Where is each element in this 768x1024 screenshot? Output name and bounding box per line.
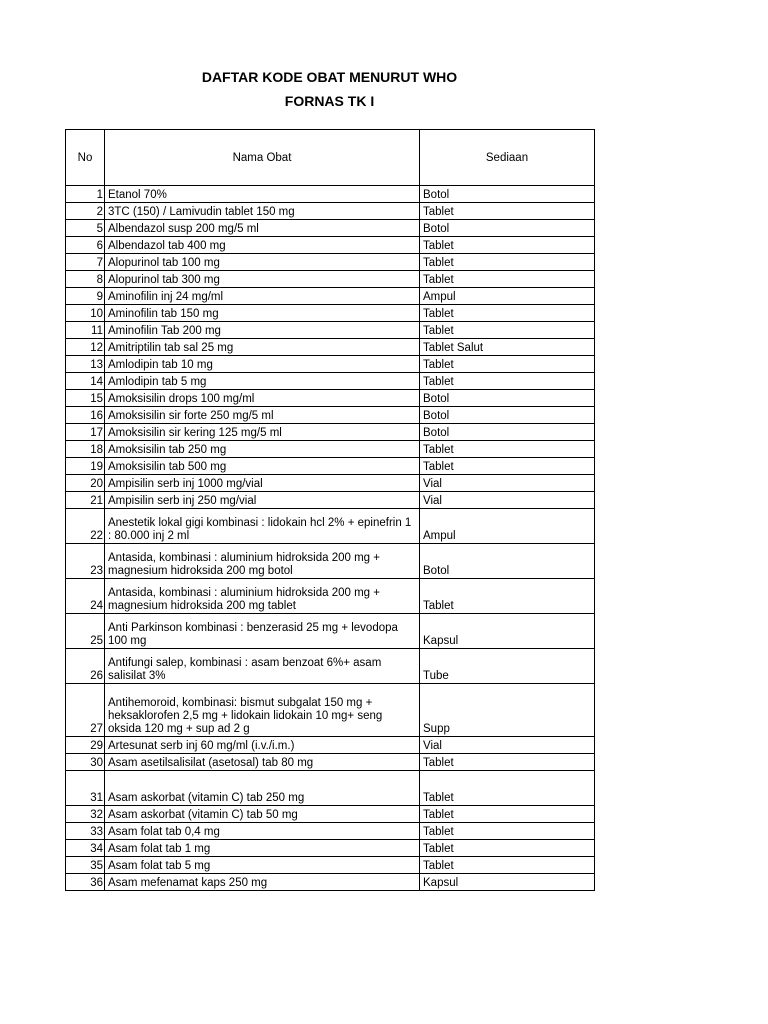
row-nama-obat: Amoksisilin sir kering 125 mg/5 ml bbox=[105, 424, 420, 441]
table-row bbox=[66, 322, 595, 339]
table-row bbox=[66, 754, 595, 771]
row-number: 1 bbox=[66, 186, 105, 203]
row-sediaan: Botol bbox=[420, 407, 595, 424]
row-number: 31 bbox=[66, 771, 105, 806]
row-number: 29 bbox=[66, 737, 105, 754]
document-subtitle: FORNAS TK I bbox=[284, 93, 375, 109]
row-number: 21 bbox=[66, 492, 105, 509]
row-sediaan: Tablet bbox=[420, 373, 595, 390]
row-nama-obat: Aminofilin inj 24 mg/ml bbox=[105, 288, 420, 305]
row-nama-obat: Albendazol susp 200 mg/5 ml bbox=[105, 220, 420, 237]
table-row bbox=[66, 579, 595, 614]
table-row bbox=[66, 220, 595, 237]
row-nama-obat: Antasida, kombinasi : aluminium hidroksida 200 mg + magnesium hidroksida 200 mg tablet bbox=[105, 579, 420, 614]
row-number: 27 bbox=[66, 684, 105, 737]
table-row bbox=[66, 186, 595, 203]
row-number: 22 bbox=[66, 509, 105, 544]
row-sediaan: Tablet bbox=[420, 754, 595, 771]
row-sediaan: Vial bbox=[420, 475, 595, 492]
header-no: No bbox=[66, 130, 105, 186]
row-number: 23 bbox=[66, 544, 105, 579]
row-nama-obat: Asam askorbat (vitamin C) tab 50 mg bbox=[105, 806, 420, 823]
row-sediaan: Kapsul bbox=[420, 614, 595, 649]
table-row bbox=[66, 857, 595, 874]
table-row bbox=[66, 271, 595, 288]
row-sediaan: Tablet bbox=[420, 441, 595, 458]
row-number: 19 bbox=[66, 458, 105, 475]
table-row bbox=[66, 458, 595, 475]
table-body bbox=[66, 186, 595, 891]
row-nama-obat: Alopurinol tab 300 mg bbox=[105, 271, 420, 288]
row-nama-obat: Asam askorbat (vitamin C) tab 250 mg bbox=[105, 771, 420, 806]
table-row bbox=[66, 492, 595, 509]
row-nama-obat: Amitriptilin tab sal 25 mg bbox=[105, 339, 420, 356]
row-nama-obat: Artesunat serb inj 60 mg/ml (i.v./i.m.) bbox=[105, 737, 420, 754]
table-row bbox=[66, 806, 595, 823]
table-row bbox=[66, 407, 595, 424]
row-sediaan: Tablet bbox=[420, 237, 595, 254]
row-nama-obat: Asam folat tab 0,4 mg bbox=[105, 823, 420, 840]
row-number: 32 bbox=[66, 806, 105, 823]
row-sediaan: Tablet bbox=[420, 322, 595, 339]
row-nama-obat: Albendazol tab 400 mg bbox=[105, 237, 420, 254]
row-sediaan: Tablet bbox=[420, 579, 595, 614]
row-number: 14 bbox=[66, 373, 105, 390]
table-row bbox=[66, 373, 595, 390]
row-number: 26 bbox=[66, 649, 105, 684]
row-sediaan: Tablet bbox=[420, 356, 595, 373]
row-number: 10 bbox=[66, 305, 105, 322]
row-number: 20 bbox=[66, 475, 105, 492]
table-row bbox=[66, 840, 595, 857]
table-row bbox=[66, 339, 595, 356]
row-number: 36 bbox=[66, 874, 105, 891]
row-sediaan: Tablet bbox=[420, 203, 595, 220]
row-sediaan: Vial bbox=[420, 492, 595, 509]
table-row bbox=[66, 305, 595, 322]
row-sediaan: Tablet bbox=[420, 271, 595, 288]
row-number: 2 bbox=[66, 203, 105, 220]
row-sediaan: Ampul bbox=[420, 509, 595, 544]
row-nama-obat: Etanol 70% bbox=[105, 186, 420, 203]
row-sediaan: Tablet bbox=[420, 806, 595, 823]
row-nama-obat: Aminofilin tab 150 mg bbox=[105, 305, 420, 322]
table-row bbox=[66, 441, 595, 458]
row-nama-obat: 3TC (150) / Lamivudin tablet 150 mg bbox=[105, 203, 420, 220]
row-nama-obat: Amoksisilin tab 500 mg bbox=[105, 458, 420, 475]
row-nama-obat: Asam mefenamat kaps 250 mg bbox=[105, 874, 420, 891]
row-sediaan: Tube bbox=[420, 649, 595, 684]
table-row bbox=[66, 288, 595, 305]
row-sediaan: Botol bbox=[420, 544, 595, 579]
row-nama-obat: Antasida, kombinasi : aluminium hidroksida 200 mg + magnesium hidroksida 200 mg botol bbox=[105, 544, 420, 579]
row-number: 17 bbox=[66, 424, 105, 441]
table-row bbox=[66, 649, 595, 684]
row-sediaan: Tablet bbox=[420, 254, 595, 271]
row-number: 33 bbox=[66, 823, 105, 840]
row-sediaan: Ampul bbox=[420, 288, 595, 305]
row-number: 35 bbox=[66, 857, 105, 874]
row-sediaan: Tablet bbox=[420, 857, 595, 874]
row-sediaan: Botol bbox=[420, 220, 595, 237]
row-nama-obat: Amoksisilin sir forte 250 mg/5 ml bbox=[105, 407, 420, 424]
document-title: DAFTAR KODE OBAT MENURUT WHO bbox=[201, 69, 458, 85]
row-nama-obat: Amlodipin tab 5 mg bbox=[105, 373, 420, 390]
row-number: 18 bbox=[66, 441, 105, 458]
row-number: 7 bbox=[66, 254, 105, 271]
table-row bbox=[66, 684, 595, 737]
table-row bbox=[66, 509, 595, 544]
row-nama-obat: Aminofilin Tab 200 mg bbox=[105, 322, 420, 339]
row-number: 11 bbox=[66, 322, 105, 339]
table-row bbox=[66, 475, 595, 492]
row-number: 16 bbox=[66, 407, 105, 424]
row-number: 6 bbox=[66, 237, 105, 254]
row-nama-obat: Alopurinol tab 100 mg bbox=[105, 254, 420, 271]
row-sediaan: Tablet bbox=[420, 771, 595, 806]
row-number: 12 bbox=[66, 339, 105, 356]
table-row bbox=[66, 356, 595, 373]
table-row bbox=[66, 254, 595, 271]
row-number: 24 bbox=[66, 579, 105, 614]
row-sediaan: Tablet bbox=[420, 840, 595, 857]
row-sediaan: Vial bbox=[420, 737, 595, 754]
row-number: 5 bbox=[66, 220, 105, 237]
row-number: 25 bbox=[66, 614, 105, 649]
row-sediaan: Kapsul bbox=[420, 874, 595, 891]
row-sediaan: Supp bbox=[420, 684, 595, 737]
table-row bbox=[66, 614, 595, 649]
row-nama-obat: Asam asetilsalisilat (asetosal) tab 80 mg bbox=[105, 754, 420, 771]
row-nama-obat: Ampisilin serb inj 1000 mg/vial bbox=[105, 475, 420, 492]
row-nama-obat: Ampisilin serb inj 250 mg/vial bbox=[105, 492, 420, 509]
row-sediaan: Botol bbox=[420, 390, 595, 407]
header-nama-obat: Nama Obat bbox=[105, 130, 420, 186]
table-row bbox=[66, 874, 595, 891]
header-sediaan: Sediaan bbox=[420, 130, 595, 186]
table-row bbox=[66, 771, 595, 806]
table-row bbox=[66, 390, 595, 407]
row-sediaan: Botol bbox=[420, 186, 595, 203]
row-nama-obat: Asam folat tab 1 mg bbox=[105, 840, 420, 857]
drug-table bbox=[65, 129, 595, 891]
row-nama-obat: Amlodipin tab 10 mg bbox=[105, 356, 420, 373]
row-sediaan: Tablet bbox=[420, 823, 595, 840]
table-row bbox=[66, 424, 595, 441]
row-nama-obat: Antihemoroid, kombinasi: bismut subgalat 150 mg + heksaklorofen 2,5 mg + lidokain lidokain 10 mg+ seng oksida 120 mg + sup ad 2 g bbox=[105, 684, 420, 737]
row-number: 9 bbox=[66, 288, 105, 305]
row-nama-obat: Amoksisilin drops 100 mg/ml bbox=[105, 390, 420, 407]
table-row bbox=[66, 544, 595, 579]
table-header-row bbox=[66, 130, 595, 186]
table-row bbox=[66, 737, 595, 754]
row-nama-obat: Antifungi salep, kombinasi : asam benzoat 6%+ asam salisilat 3% bbox=[105, 649, 420, 684]
row-number: 34 bbox=[66, 840, 105, 857]
row-sediaan: Tablet bbox=[420, 458, 595, 475]
row-nama-obat: Asam folat tab 5 mg bbox=[105, 857, 420, 874]
row-number: 8 bbox=[66, 271, 105, 288]
table-row bbox=[66, 237, 595, 254]
row-nama-obat: Amoksisilin tab 250 mg bbox=[105, 441, 420, 458]
table-row bbox=[66, 823, 595, 840]
row-nama-obat: Anestetik lokal gigi kombinasi : lidokain hcl 2% + epinefrin 1 : 80.000 inj 2 ml bbox=[105, 509, 420, 544]
row-sediaan: Tablet bbox=[420, 305, 595, 322]
row-number: 30 bbox=[66, 754, 105, 771]
row-number: 13 bbox=[66, 356, 105, 373]
row-sediaan: Botol bbox=[420, 424, 595, 441]
row-nama-obat: Anti Parkinson kombinasi : benzerasid 25 mg + levodopa 100 mg bbox=[105, 614, 420, 649]
table-row bbox=[66, 203, 595, 220]
row-number: 15 bbox=[66, 390, 105, 407]
row-sediaan: Tablet Salut bbox=[420, 339, 595, 356]
